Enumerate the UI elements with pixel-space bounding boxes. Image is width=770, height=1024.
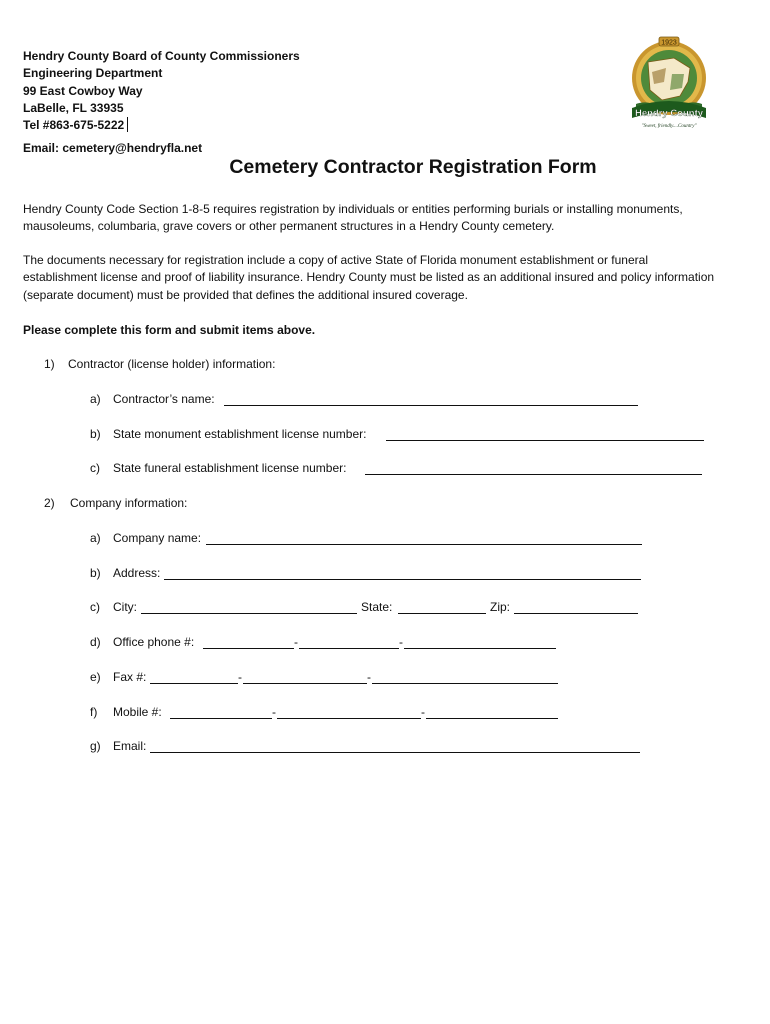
fax-prefix-field[interactable]	[243, 672, 367, 684]
section1-number: 1)	[44, 357, 55, 371]
telephone-text: Tel #863-675-5222	[23, 118, 125, 133]
company-name-label: Company name:	[113, 531, 202, 545]
zip-label: Zip:	[490, 600, 511, 614]
text-cursor	[127, 117, 128, 132]
funeral-license-field[interactable]	[365, 463, 702, 475]
fax-line-field[interactable]	[372, 672, 558, 684]
county-seal-logo	[628, 34, 712, 134]
section2-label: Company information:	[70, 496, 188, 510]
office-phone-number: d)	[90, 635, 101, 649]
city-number: c)	[90, 600, 100, 614]
city-label: City:	[113, 600, 137, 614]
address-number: b)	[90, 566, 101, 580]
fax-label: Fax #:	[113, 670, 147, 684]
office-phone-dash: -	[399, 635, 403, 649]
seal-year: 1923	[661, 39, 677, 47]
section2-number: 2)	[44, 496, 55, 510]
fax-dash: -	[238, 670, 242, 684]
monument-license-number: b)	[90, 427, 101, 441]
office-phone-prefix-field[interactable]	[299, 637, 399, 649]
section1-label: Contractor (license holder) information:	[68, 357, 276, 371]
state-label: State:	[361, 600, 393, 614]
zip-field[interactable]	[514, 602, 638, 614]
fax-dash: -	[367, 670, 371, 684]
company-name-field[interactable]	[206, 533, 642, 545]
monument-license-label: State monument establishment license number:	[113, 427, 367, 441]
instruction-text: Please complete this form and submit items above.	[23, 323, 316, 337]
telephone	[23, 117, 300, 134]
fax-number-index: e)	[90, 670, 101, 684]
email-field[interactable]	[150, 741, 640, 753]
mobile-label: Mobile #:	[113, 705, 162, 719]
mobile-line-field[interactable]	[426, 707, 558, 719]
email-number: g)	[90, 739, 101, 753]
address-label: Address:	[113, 566, 161, 580]
city-address: LaBelle, FL 33935	[23, 100, 124, 115]
monument-license-field[interactable]	[386, 429, 704, 441]
header-address	[23, 48, 300, 134]
form-title: Cemetery Contractor Registration Form	[229, 156, 597, 178]
street-address: 99 East Cowboy Way	[23, 83, 143, 98]
funeral-license-label: State funeral establishment license number:	[113, 461, 347, 475]
city-field[interactable]	[141, 602, 357, 614]
email-label: Email:	[113, 739, 147, 753]
state-field[interactable]	[398, 602, 486, 614]
documents-paragraph: The documents necessary for registration include a copy of active State of Florida monument establishment or funeral establishment license and proof of liability insurance. Hendry County must be listed as an additional insured and policy information (separate document) must be provided that defines the additional insured coverage.	[23, 253, 715, 302]
email-address: Email: cemetery@hendryfla.net	[23, 141, 203, 155]
office-phone-dash: -	[294, 635, 298, 649]
org-name: Hendry County Board of County Commissioners	[23, 49, 300, 63]
contractor-name-field[interactable]	[224, 394, 638, 406]
intro-paragraph: Hendry County Code Section 1-8-5 requires registration by individuals or entities performing burials or installing monuments, mausoleums, columbaria, grave covers or other permanent structures in a Hendry County cemetery.	[23, 202, 683, 234]
contractor-name-number: a)	[90, 392, 101, 406]
office-phone-label: Office phone #:	[113, 635, 195, 649]
mobile-number-index: f)	[90, 705, 98, 719]
seal-name: Hendry County	[634, 108, 704, 119]
dept-name: Engineering Department	[23, 66, 163, 81]
funeral-license-number: c)	[90, 461, 100, 475]
contractor-name-label: Contractor’s name:	[113, 392, 215, 406]
mobile-area-field[interactable]	[170, 707, 272, 719]
company-name-number: a)	[90, 531, 101, 545]
mobile-dash: -	[421, 705, 425, 719]
address-field[interactable]	[164, 568, 641, 580]
office-phone-area-field[interactable]	[203, 637, 294, 649]
seal-motto: "Sweet, friendly....Country"	[641, 124, 697, 129]
mobile-dash: -	[272, 705, 276, 719]
mobile-prefix-field[interactable]	[277, 707, 421, 719]
office-phone-line-field[interactable]	[404, 637, 556, 649]
fax-area-field[interactable]	[150, 672, 238, 684]
